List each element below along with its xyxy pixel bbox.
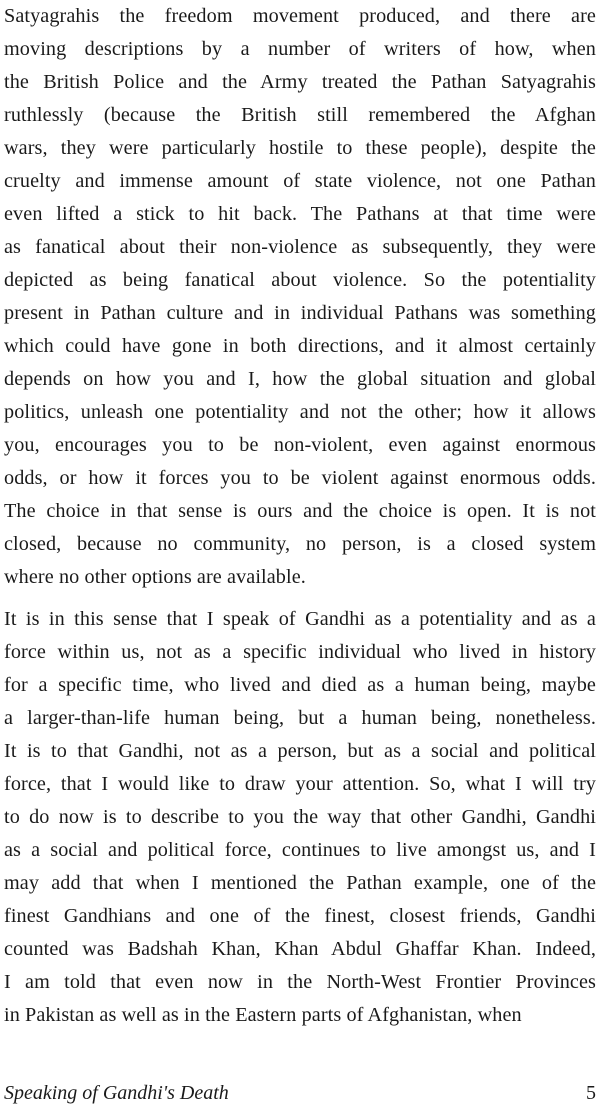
running-footer-title: Speaking of Gandhi's Death: [4, 1082, 229, 1104]
text-line: ruthlessly (because the British still remembered the Afghan: [4, 104, 596, 126]
text-line: Satyagrahis the freedom movement produced, and there are: [4, 5, 596, 27]
text-line: the British Police and the Army treated the Pathan Satyagrahis: [4, 71, 596, 93]
text-line: a larger-than-life human being, but a human being, nonetheless.: [4, 707, 596, 729]
text-line: depends on how you and I, how the global situation and global: [4, 368, 596, 390]
text-line: depicted as being fanatical about violence. So the potentiality: [4, 269, 596, 291]
text-line: you, encourages you to be non-violent, even against enormous: [4, 434, 596, 456]
text-line: closed, because no community, no person, is a closed system: [4, 533, 596, 555]
text-line: as a social and political force, continues to live amongst us, and I: [4, 839, 596, 861]
text-line: present in Pathan culture and in individual Pathans was something: [4, 302, 596, 324]
text-line: wars, they were particularly hostile to these people), despite the: [4, 137, 596, 159]
text-line: moving descriptions by a number of writers of how, when: [4, 38, 596, 60]
paragraph-2: [4, 603, 596, 1032]
text-line: The choice in that sense is ours and the choice is open. It is not: [4, 500, 596, 522]
text-line: cruelty and immense amount of state violence, not one Pathan: [4, 170, 596, 192]
page-footer: [4, 1082, 596, 1108]
text-line: politics, unleash one potentiality and not the other; how it allows: [4, 401, 596, 423]
text-line: even lifted a stick to hit back. The Pathans at that time were: [4, 203, 596, 225]
text-line: for a specific time, who lived and died as a human being, maybe: [4, 674, 596, 696]
text-line: force within us, not as a specific individual who lived in history: [4, 641, 596, 663]
text-line: where no other options are available.: [4, 566, 306, 588]
text-line: in Pakistan as well as in the Eastern parts of Afghanistan, when: [4, 1004, 522, 1026]
text-line: as fanatical about their non-violence as subsequently, they were: [4, 236, 596, 258]
text-line: force, that I would like to draw your attention. So, what I will try: [4, 773, 596, 795]
text-line: finest Gandhians and one of the finest, closest friends, Gandhi: [4, 905, 596, 927]
text-line: It is to that Gandhi, not as a person, but as a social and political: [4, 740, 596, 762]
text-line: may add that when I mentioned the Pathan example, one of the: [4, 872, 596, 894]
text-line: to do now is to describe to you the way that other Gandhi, Gandhi: [4, 806, 596, 828]
page-number: 5: [586, 1082, 596, 1104]
text-line: It is in this sense that I speak of Gandhi as a potentiality and as a: [4, 608, 596, 630]
text-line: odds, or how it forces you to be violent against enormous odds.: [4, 467, 596, 489]
text-line: which could have gone in both directions, and it almost certainly: [4, 335, 596, 357]
text-line: I am told that even now in the North-West Frontier Provinces: [4, 971, 596, 993]
text-line: counted was Badshah Khan, Khan Abdul Ghaffar Khan. Indeed,: [4, 938, 596, 960]
paragraph-1: [4, 0, 596, 594]
